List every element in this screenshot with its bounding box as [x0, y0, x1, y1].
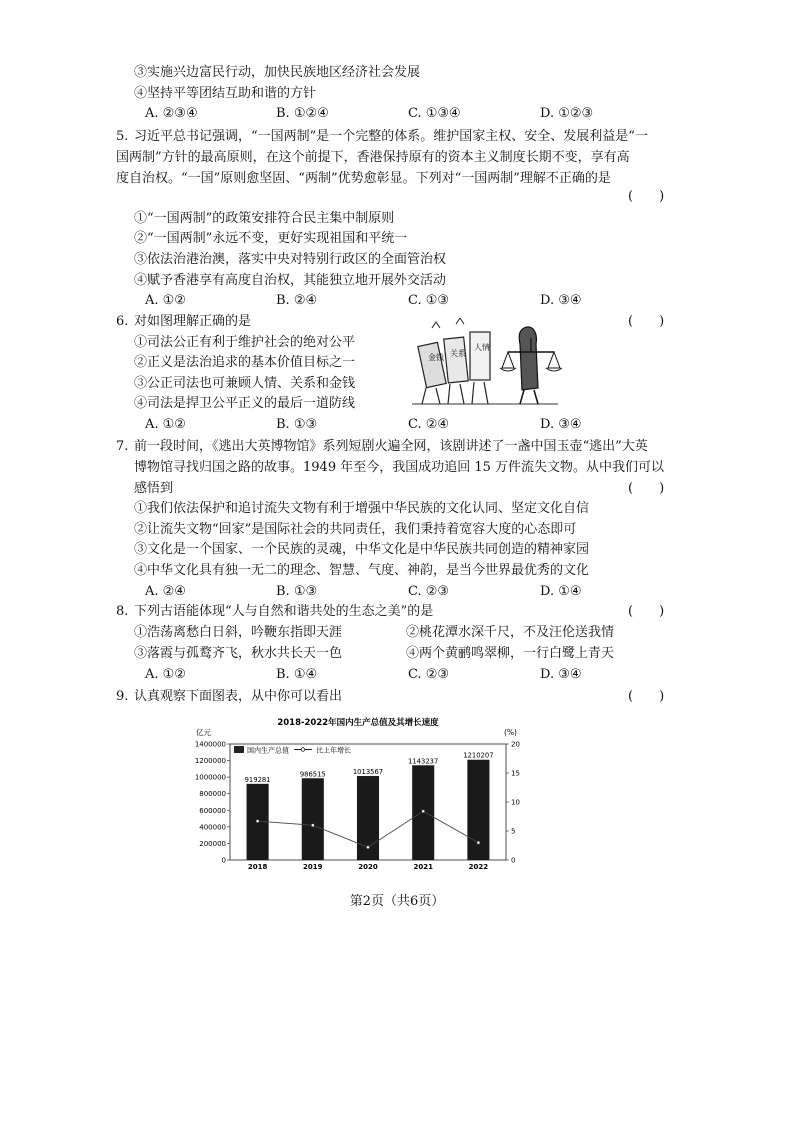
legend-line-marker: [301, 748, 305, 752]
y-tick-label-left: 0: [221, 856, 226, 865]
q7-item-1: ①我们依法保护和追讨流失文物有利于增强中华民族的文化认同、坚定文化自信: [134, 501, 590, 516]
q5-stem-line-1: 习近平总书记强调，“一国两制”是一个完整的体系。维护国家主权、安全、发展利益是“一: [134, 129, 648, 144]
q6-option-d[interactable]: D. ③④: [540, 417, 582, 432]
q9-stem: 认真观察下面图表，从中你可以看出: [134, 689, 343, 704]
q8-item-3: ③落霞与孤鹜齐飞，秋水共长天一色: [134, 646, 343, 661]
q5-item-4: ④赋予香港享有高度自治权，其能独立地开展外交活动: [134, 273, 447, 288]
gdp-bar-value-label: 1013567: [352, 768, 384, 777]
chart-right-unit: (%): [504, 728, 517, 737]
prev-option-d[interactable]: D. ①②③: [540, 106, 594, 121]
q6-item-3: ③公正司法也可兼顾人情、关系和金钱: [134, 376, 356, 391]
q6-option-b[interactable]: B. ①③: [276, 417, 318, 432]
q7-option-c[interactable]: C. ②③: [408, 584, 450, 599]
growth-rate-point: [422, 810, 425, 813]
q8-answer-blank[interactable]: ( ): [628, 604, 665, 619]
cartoon-justice-figure: [500, 327, 562, 404]
q8-item-2: ②桃花潭水深千尺，不及汪伦送我情: [406, 625, 615, 640]
y-tick-label-left: 1400000: [194, 740, 226, 749]
cartoon-figure-money: [418, 342, 446, 404]
x-category-label: 2019: [303, 863, 323, 871]
gdp-bar-value-label: 1210207: [463, 751, 494, 760]
prev-option-c[interactable]: C. ①③④: [408, 106, 461, 121]
legend-bar-swatch: [234, 746, 244, 753]
q7-stem-line-1: 前一段时间，《逃出大英博物馆》系列短剧火遍全网，该剧讲述了一盏中国玉壶“逃出”大英: [134, 439, 648, 454]
q5-option-d[interactable]: D. ③④: [540, 293, 582, 308]
y-tick-label-right: 0: [511, 856, 516, 865]
y-tick-label-left: 800000: [199, 790, 226, 799]
cartoon-label-money: 金钱: [428, 353, 444, 362]
q8-item-1: ①浩荡离愁白日斜，吟鞭东指即天涯: [134, 625, 343, 640]
x-category-label: 2022: [468, 863, 489, 871]
growth-rate-point: [477, 841, 480, 844]
gdp-bar-value-label: 986515: [299, 770, 326, 779]
prev-option-a[interactable]: A. ②③④: [145, 106, 198, 121]
q8-number: 8.: [116, 604, 129, 619]
gdp-bar: [467, 760, 489, 860]
x-category-label: 2021: [413, 863, 433, 871]
justice-scale-cartoon: [408, 318, 566, 410]
q5-item-1: ①“一国两制”的政策安排符合民主集中制原则: [134, 211, 395, 226]
y-tick-label-left: 1200000: [194, 757, 226, 766]
q6-item-4: ④司法是捍卫公平正义的最后一道防线: [134, 396, 356, 411]
q7-option-a[interactable]: A. ②④: [145, 584, 186, 599]
q7-answer-blank[interactable]: ( ): [628, 481, 665, 496]
q5-stem-line-2: 国两制”方针的最高原则，在这个前提下，香港保持原有的资本主义制度长期不变，享有高: [116, 150, 630, 165]
q8-option-b[interactable]: B. ①④: [276, 667, 318, 682]
chart-left-unit: 亿元: [196, 728, 211, 737]
q8-stem: 下列古语能体现“人与自然和谐共处的生态之美”的是: [134, 604, 434, 619]
growth-rate-point: [311, 824, 314, 827]
gdp-bar-value-label: 919281: [244, 775, 271, 784]
page-footer: 第2页（共6页）: [349, 894, 445, 909]
q5-answer-blank[interactable]: ( ): [628, 189, 665, 204]
q7-number: 7.: [116, 439, 129, 454]
y-tick-label-left: 400000: [199, 823, 226, 832]
q7-option-b[interactable]: B. ①③: [276, 584, 318, 599]
q6-option-c[interactable]: C. ②④: [408, 417, 450, 432]
prev-item-3: ③实施兴边富民行动，加快民族地区经济社会发展: [134, 65, 421, 80]
chart-title: 2018-2022年国内生产总值及其增长速度: [277, 718, 439, 728]
q9-answer-blank[interactable]: ( ): [628, 689, 665, 704]
q5-item-2: ②“一国两制”永远不变，更好实现祖国和平统一: [134, 231, 408, 246]
q5-option-a[interactable]: A. ①②: [145, 293, 186, 308]
q7-item-2: ②让流失文物“回家”是国际社会的共同责任，我们秉持着宽容大度的心态即可: [134, 522, 577, 537]
legend-line-label: 比上年增长: [316, 746, 351, 755]
q8-option-d[interactable]: D. ③④: [540, 667, 582, 682]
q6-answer-blank[interactable]: ( ): [628, 314, 665, 329]
q5-option-b[interactable]: B. ②④: [276, 293, 318, 308]
q7-item-3: ③文化是一个国家、一个民族的灵魂，中华文化是中华民族共同创造的精神家园: [134, 542, 590, 557]
prev-item-4: ④坚持平等团结互助和谐的方针: [134, 86, 317, 101]
gdp-bar-value-label: 1143237: [408, 757, 439, 766]
x-category-label: 2018: [247, 863, 268, 871]
y-tick-label-right: 20: [511, 740, 520, 749]
y-tick-label-left: 200000: [199, 839, 226, 848]
growth-rate-point: [366, 846, 369, 849]
q8-option-a[interactable]: A. ①②: [145, 667, 186, 682]
q6-stem: 对如图理解正确的是: [134, 314, 252, 329]
y-tick-label-right: 10: [511, 798, 520, 807]
q7-stem-line-2: 博物馆寻找归国之路的故事。1949 年至今，我国成功追回 15 万件流失文物。从中我们可以: [134, 460, 665, 475]
y-tick-label-left: 600000: [199, 806, 226, 815]
cartoon-label-favor: 人情: [474, 343, 490, 352]
q6-option-a[interactable]: A. ①②: [145, 417, 186, 432]
growth-rate-point: [256, 820, 259, 823]
q5-option-c[interactable]: C. ①③: [408, 293, 450, 308]
q9-number: 9.: [116, 689, 129, 704]
q7-stem-line-3: 感悟到: [134, 481, 174, 496]
prev-option-b[interactable]: B. ①②④: [276, 106, 329, 121]
y-tick-label-right: 5: [511, 827, 516, 836]
gdp-bar: [302, 778, 324, 860]
x-category-label: 2020: [358, 863, 378, 871]
gdp-chart: [188, 714, 528, 874]
legend-bar-label: 国内生产总值: [247, 746, 289, 755]
q5-stem-line-3: 度自治权。“一国”原则愈坚固、“两制”优势愈彰显。下列对“一国两制”理解不正确的是: [116, 171, 611, 186]
q5-number: 5.: [116, 129, 129, 144]
q7-item-4: ④中华文化具有独一无二的理念、智慧、气度、神韵，是当今世界最优秀的文化: [134, 563, 590, 578]
q7-option-d[interactable]: D. ①④: [540, 584, 582, 599]
q6-item-2: ②正义是法治追求的基本价值目标之一: [134, 355, 356, 370]
y-tick-label-right: 15: [511, 769, 520, 778]
cartoon-figure-relation: [444, 337, 468, 404]
q8-item-4: ④两个黄鹂鸣翠柳，一行白鹭上青天: [406, 646, 615, 661]
cartoon-label-relation: 关系: [450, 349, 466, 358]
q5-item-3: ③依法治港治澳，落实中央对特别行政区的全面管治权: [134, 252, 447, 267]
q6-item-1: ①司法公正有利于维护社会的绝对公平: [134, 335, 356, 350]
y-tick-label-left: 1000000: [194, 773, 226, 782]
q6-number: 6.: [116, 314, 129, 329]
q8-option-c[interactable]: C. ②③: [408, 667, 450, 682]
